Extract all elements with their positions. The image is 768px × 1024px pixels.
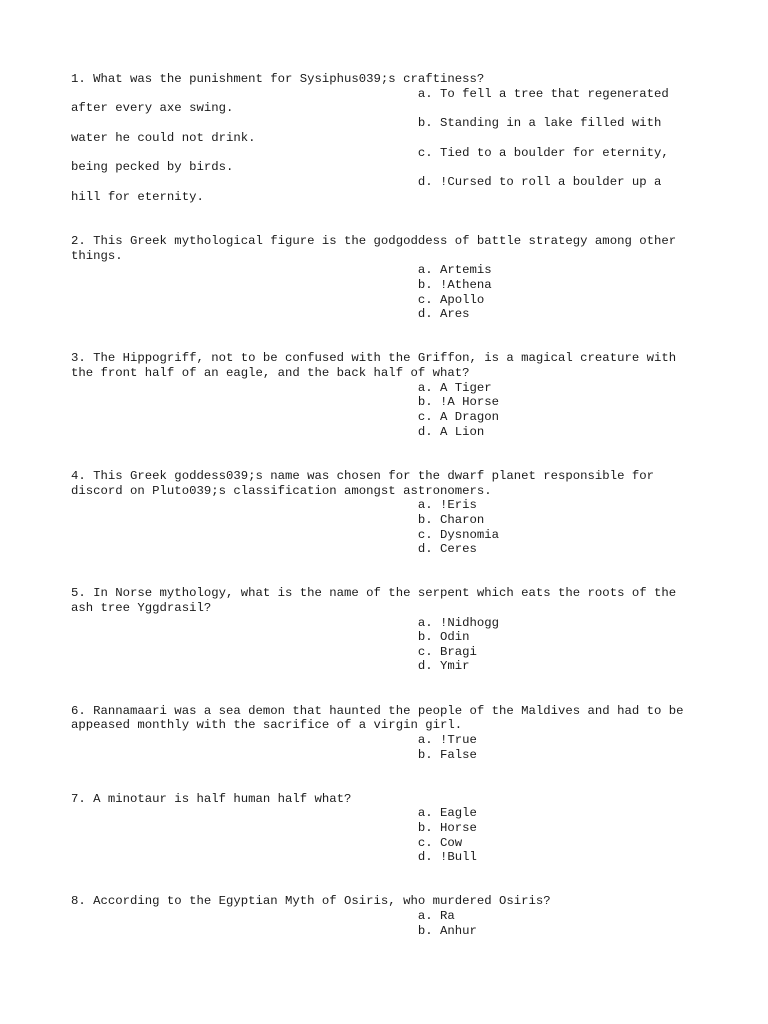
question-7-option-d: d. !Bull [71,850,477,864]
question-1-text: 1. What was the punishment for Sysiphus039;s craftiness? [71,72,485,86]
question-3-option-a: a. A Tiger [71,381,492,395]
question-3-text-cont: the front half of an eagle, and the back half of what? [71,366,470,380]
question-5-option-d: d. Ymir [71,659,470,673]
question-5-text: 5. In Norse mythology, what is the name of the serpent which eats the roots of the [71,586,677,600]
question-4-text: 4. This Greek goddess039;s name was chosen for the dwarf planet responsible for [71,469,654,483]
question-5-option-b: b. Odin [71,630,470,644]
question-3-option-c: c. A Dragon [71,410,500,424]
question-2-option-a: a. Artemis [71,263,492,277]
question-3-text: 3. The Hippogriff, not to be confused with the Griffon, is a magical creature with [71,351,677,365]
question-3-option-d: d. A Lion [71,425,485,439]
question-8-option-b: b. Anhur [71,924,477,938]
question-1-option-d-cont: hill for eternity. [71,190,204,204]
question-5-option-c: c. Bragi [71,645,477,659]
question-5-option-a: a. !Nidhogg [71,616,500,630]
question-5-text-cont: ash tree Yggdrasil? [71,601,212,615]
question-4-option-c: c. Dysnomia [71,528,500,542]
question-7-option-c: c. Cow [71,836,463,850]
question-4-option-a: a. !Eris [71,498,477,512]
question-3-option-b: b. !A Horse [71,395,500,409]
question-7-text: 7. A minotaur is half human half what? [71,792,352,806]
question-7-option-a: a. Eagle [71,806,477,820]
question-4-option-d: d. Ceres [71,542,477,556]
question-1-option-a-cont: after every axe swing. [71,101,234,115]
question-6-option-b: b. False [71,748,477,762]
question-1-option-b: b. Standing in a lake filled with [71,116,662,130]
question-1-option-c-cont: being pecked by birds. [71,160,234,174]
question-6-text-cont: appeased monthly with the sacrifice of a virgin girl. [71,718,463,732]
question-4-option-b: b. Charon [71,513,485,527]
question-8-option-a: a. Ra [71,909,455,923]
question-4-text-cont: discord on Pluto039;s classification amongst astronomers. [71,484,492,498]
question-2-text-cont: things. [71,249,123,263]
question-1-option-b-cont: water he could not drink. [71,131,256,145]
question-8-text: 8. According to the Egyptian Myth of Osiris, who murdered Osiris? [71,894,551,908]
question-1-option-c: c. Tied to a boulder for eternity, [71,146,669,160]
question-2-option-c: c. Apollo [71,293,485,307]
question-2-text: 2. This Greek mythological figure is the godgoddess of battle strategy among other [71,234,677,248]
question-6-option-a: a. !True [71,733,477,747]
question-1-option-a: a. To fell a tree that regenerated [71,87,669,101]
question-2-option-d: d. Ares [71,307,470,321]
question-2-option-b: b. !Athena [71,278,492,292]
question-6-text: 6. Rannamaari was a sea demon that haunted the people of the Maldives and had to be [71,704,684,718]
question-7-option-b: b. Horse [71,821,477,835]
question-1-option-d: d. !Cursed to roll a boulder up a [71,175,662,189]
